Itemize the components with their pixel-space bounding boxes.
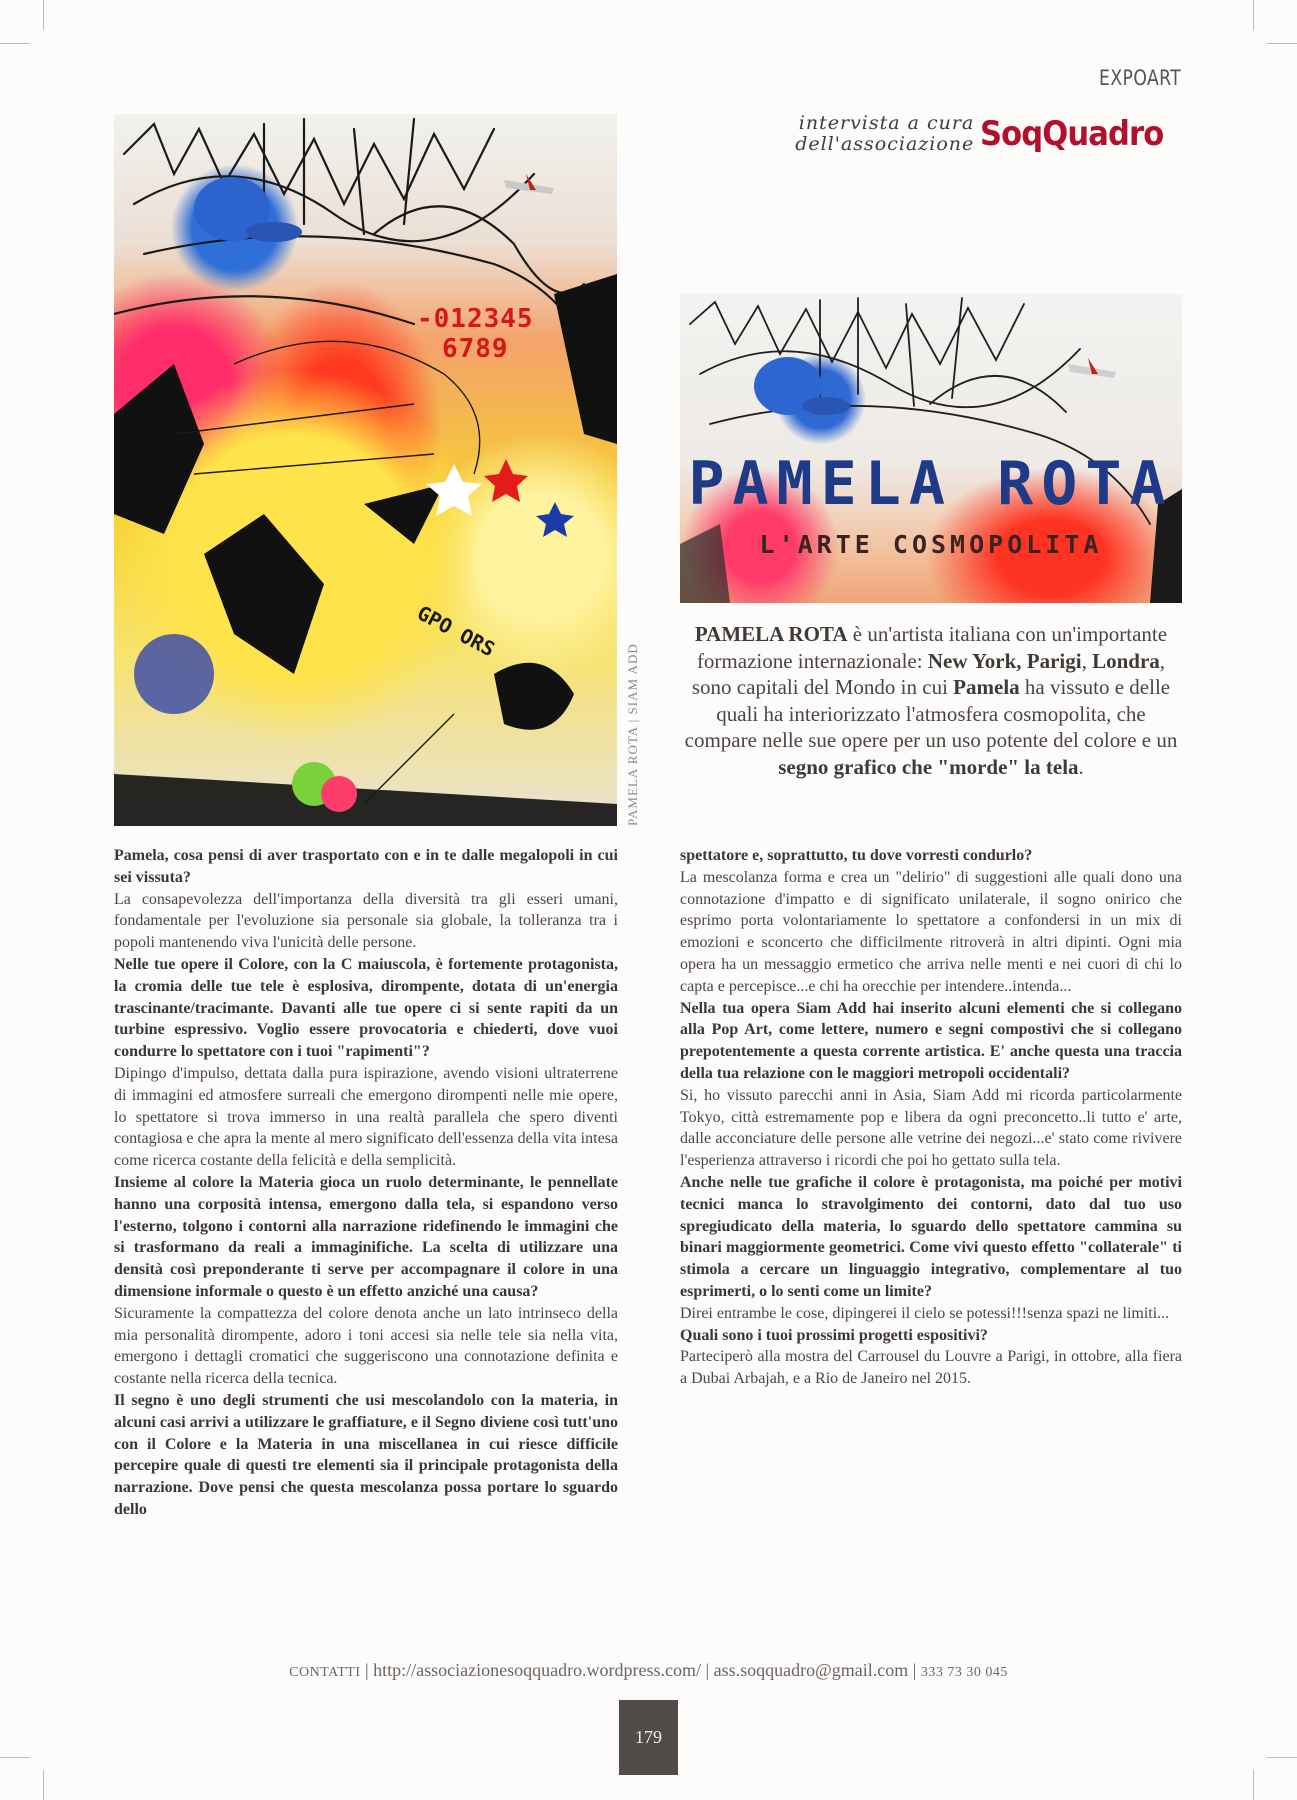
crop-mark — [1267, 1757, 1297, 1758]
interview-question: Anche nelle tue grafiche il colore è protagonista, ma poiché per motivi tecnici manca lo stravolgimento dei contorni, dato dal tuo uso spregiudicato della materia, lo sguardo dello spettatore cammina su binari maggiormente geometrici. Come vivi questo effetto "collaterale" ti stimola a cercare un linguaggio integrativo, complementare al tuo esprimerti, o lo senti come un limite? — [680, 1173, 1182, 1300]
title-banner — [680, 294, 1182, 603]
credit-text — [795, 113, 974, 155]
intro-segment: Londra — [1092, 648, 1160, 673]
crop-mark — [1253, 0, 1254, 30]
interview-question: Insieme al colore la Materia gioca un ruolo determinante, le pennellate hanno una corposità intensa, emergono dalla tela, si espandono verso l'esterno, tolgono i contorni alla narrazione ridefinendo le immagini che si trasformano da reali a immaginifiche. La scelta di utilizzare una densità così preponderante ti serve per accompagnare il colore in una dimensione informale o questo è un effetto anziché una causa? — [114, 1173, 618, 1300]
interview-answer: Sicuramente la compattezza del colore denota anche un lato intrinseco della mia personalità dirompente, adoro i toni accesi sia nelle tele sia nella vita, emergono i dettagli cromatici che suggeriscono una connotazione definita e costante nella ricerca della tecnica. — [114, 1304, 618, 1388]
credit-line: intervista a cura — [798, 112, 975, 134]
soqquadro-logo: SoqQuadro — [980, 114, 1164, 154]
intro-segment: , sono capitali del Mondo in cui — [691, 648, 1166, 699]
painting-image — [114, 114, 617, 826]
painting-number-line: 6789 — [441, 334, 509, 364]
article-column-left — [114, 845, 618, 1521]
contacts-footer — [0, 1660, 1297, 1681]
crop-mark — [1267, 43, 1297, 44]
painting-number-line: -012345 — [417, 304, 534, 334]
interview-question: spettatore e, soprattutto, tu dove vorresti condurlo? — [680, 847, 1033, 864]
banner-title: PAMELA ROTA — [688, 449, 1174, 519]
crop-mark — [0, 43, 30, 44]
website-link[interactable]: http://associazionesoqquadro.wordpress.com/ — [373, 1660, 702, 1680]
phone-number: 333 73 30 045 — [920, 1665, 1008, 1680]
interview-answer: Direi entrambe le cose, dipingerei il cielo se potessi!!!senza spazi ne limiti... — [680, 1304, 1170, 1322]
interview-question: Nelle tue opere il Colore, con la C maiuscola, è fortemente protagonista, la cromia delle tue tele è esplosiva, dirompente, dotata di un'energia trascinante/tracimante. Davanti alle tue opere ci si sente rapiti da un turbine espressivo. Voglio essere provocatoria e chiederti, dove vuoi condurre lo spettatore con i tuoi "rapimenti"? — [114, 955, 618, 1061]
crop-mark — [0, 1757, 30, 1758]
intro-segment: , — [1081, 648, 1093, 673]
intro-segment: è un'artista italiana con un'importante formazione internazionale: — [696, 622, 1168, 673]
intro-segment: New York, Parigi — [927, 648, 1082, 673]
crop-mark — [43, 1770, 44, 1800]
intro-segment: PAMELA ROTA — [694, 622, 848, 646]
intro-segment: segno grafico che "morde" la tela — [778, 754, 1079, 779]
credit-line: dell'associazione — [795, 133, 975, 155]
intro-segment: Pamela — [953, 675, 1020, 699]
crop-mark — [1253, 1770, 1254, 1800]
footer-separator: | — [360, 1660, 374, 1680]
interview-answer: Parteciperò alla mostra del Carrousel du Louvre a Parigi, in ottobre, alla fiera a Dubai Arbajah, e a Rio de Janeiro nel 2015. — [680, 1348, 1182, 1388]
email-link[interactable]: ass.soqquadro@gmail.com — [713, 1660, 909, 1680]
crop-mark — [43, 0, 44, 30]
banner-subtitle: L'ARTE COSMOPOLITA — [759, 530, 1103, 559]
interview-answer: La mescolanza forma e crea un "delirio" di suggestioni alle quali dono una connotazione d'impatto e di significato unilaterale, il sogno onirico che esprimo porta volontariamente lo spettatore a confondersi in un mix di emozioni e sconcerto che difficilmente ritroverà in altri dipinti. Ogni mia opera ha un messaggio ermetico che arriva nelle menti e nei cuori di chi lo capta e percepisce...e chi ha orecchie per intendere..intenda... — [680, 868, 1182, 995]
footer-separator: | — [908, 1660, 921, 1680]
magazine-brand: EXPOART — [1098, 66, 1181, 90]
article-column-right — [680, 845, 1182, 1390]
painting-strokes — [114, 114, 617, 826]
intro-segment: ha vissuto e delle quali ha interiorizzato l'atmosfera cosmopolita, che compare nelle sue opere per un uso potente del colore e un — [684, 675, 1178, 752]
interview-answer: Dipingo d'impulso, dettata dalla pura ispirazione, avendo visioni ultraterrene di immagini ed atmosfere surreali che emergono dirompenti nelle mie opere, lo spettatore si trova immerso in una realtà parallela che spero diventi contagiosa e che apra la mente al mero significato dell'essenza della vita intesa come ricerca costante della felicità e della semplicità. — [114, 1064, 618, 1170]
page-number: 179 — [619, 1700, 678, 1775]
interview-answer: La consapevolezza dell'importanza della diversità tra gli esseri umani, fondamentale per l'evoluzione sia personale sia globale, la tolleranza tra i popoli mantenendo viva l'unicità delle persone. — [114, 890, 618, 952]
interview-answer: Si, ho vissuto parecchi anni in Asia, Siam Add mi ricorda particolarmente Tokyo, città estremamente pop e libera da ogni preconcetto..li tutto e' arte, dalle acconciature delle persone alle vetrine dei negozi...e' stato come rivivere l'esperienza attraverso i ricordi che poi ho gettato sulla tela. — [680, 1086, 1182, 1170]
interview-question: Nella tua opera Siam Add hai inserito alcuni elementi che si collegano alla Pop Art, come lettere, numero e segni compostivi che si collegano prepotentemente a questa corrente artistica. E' anche questa una traccia della tua relazione con le maggiori metropoli occidentali? — [680, 999, 1182, 1082]
painting-numbers — [417, 304, 534, 364]
intro-paragraph — [680, 621, 1182, 780]
painting-letters: GPO ORS — [413, 600, 499, 662]
footer-separator: | — [701, 1660, 714, 1680]
image-caption: PAMELA ROTA | SIAM ADD — [625, 643, 640, 826]
contacts-label: CONTATTI — [289, 1665, 361, 1680]
interview-credit — [795, 113, 1184, 155]
interview-question: Pamela, cosa pensi di aver trasportato con e in te dalle megalopoli in cui sei vissuta? — [114, 847, 618, 886]
interview-question: Il segno è uno degli strumenti che usi mescolandolo con la materia, in alcuni casi arrivi a utilizzare le graffiature, e il Segno diviene così tutt'uno con il Colore e la Materia in una miscellanea in cui riesce difficile percepire quale di questi tre elementi sia il principale protagonista della narrazione. Dove pensi che questa mescolanza possa portare lo sguardo dello — [114, 1391, 618, 1518]
intro-segment: . — [1078, 754, 1084, 779]
interview-question: Quali sono i tuoi prossimi progetti espositivi? — [680, 1326, 988, 1344]
